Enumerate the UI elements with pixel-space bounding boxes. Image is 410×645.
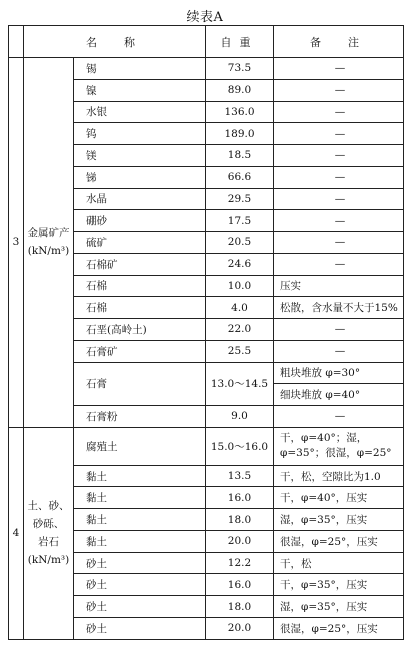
material-weight: 13.0～14.5 (206, 362, 274, 406)
material-note: — (274, 210, 404, 232)
table-row (9, 427, 404, 465)
material-weight: 22.0 (206, 319, 274, 341)
table-body (9, 58, 404, 640)
material-name: 石棉 (74, 297, 206, 319)
material-name: 镍 (74, 79, 206, 101)
material-name: 锑 (74, 166, 206, 188)
category-line: 砂砾、 (32, 518, 65, 531)
material-weight: 29.5 (206, 188, 274, 210)
header-row (9, 26, 404, 58)
header-name: 名 称 (24, 26, 206, 58)
material-note: — (274, 123, 404, 145)
material-weight: 89.0 (206, 79, 274, 101)
material-note: 压实 (274, 275, 404, 297)
material-name: 黏土 (74, 509, 206, 531)
category-line: (kN/m³) (27, 554, 70, 567)
material-note: — (274, 166, 404, 188)
material-note: — (274, 145, 404, 167)
material-note: — (274, 340, 404, 362)
material-name: 黏土 (74, 530, 206, 552)
material-note: — (274, 188, 404, 210)
category-line: 金属矿产 (27, 227, 70, 240)
material-note: 很湿，φ=25°，压实 (274, 617, 404, 639)
header-blank (9, 26, 24, 58)
material-note: 干，松，空隙比为1.0 (274, 465, 404, 487)
material-note: — (274, 253, 404, 275)
header-weight: 自重 (206, 26, 274, 58)
material-note: — (274, 101, 404, 123)
material-note: — (274, 232, 404, 254)
material-name: 石垩(高岭土) (74, 319, 206, 341)
category-line: 土、砂、 (27, 500, 70, 513)
material-note: 松散，含水量不大于15% (274, 297, 404, 319)
material-weight: 66.6 (206, 166, 274, 188)
material-name: 硼砂 (74, 210, 206, 232)
material-weight: 4.0 (206, 297, 274, 319)
material-name: 黏土 (74, 465, 206, 487)
material-weight: 18.5 (206, 145, 274, 167)
table-title: 续表A (186, 10, 224, 25)
material-note: 很湿，φ=25°，压实 (274, 530, 404, 552)
group-category (24, 58, 74, 428)
material-name: 砂土 (74, 617, 206, 639)
header-note: 备 注 (274, 26, 404, 58)
material-note: — (274, 319, 404, 341)
material-note: 干，φ=40°；湿，φ=35°；很湿，φ=25° (274, 427, 404, 465)
material-weight: 9.0 (206, 406, 274, 428)
material-weight: 16.0 (206, 574, 274, 596)
material-name: 硫矿 (74, 232, 206, 254)
material-name: 石膏 (74, 362, 206, 406)
material-weight: 10.0 (206, 275, 274, 297)
material-weight: 12.2 (206, 552, 274, 574)
material-weight-table (8, 25, 404, 640)
material-name: 砂土 (74, 574, 206, 596)
group-category (24, 427, 74, 639)
material-note: 干，松 (274, 552, 404, 574)
material-name: 镁 (74, 145, 206, 167)
material-name: 砂土 (74, 552, 206, 574)
material-weight: 20.0 (206, 530, 274, 552)
material-weight: 20.5 (206, 232, 274, 254)
material-weight: 16.0 (206, 487, 274, 509)
material-weight: 24.6 (206, 253, 274, 275)
material-name: 腐殖土 (74, 427, 206, 465)
material-note: 干，φ=40°，压实 (274, 487, 404, 509)
material-name: 黏土 (74, 487, 206, 509)
material-note: — (274, 58, 404, 80)
material-name: 钨 (74, 123, 206, 145)
material-name: 石膏矿 (74, 340, 206, 362)
table-row (9, 58, 404, 80)
group-number: 4 (9, 427, 24, 639)
material-weight: 189.0 (206, 123, 274, 145)
material-name: 水银 (74, 101, 206, 123)
material-weight: 15.0～16.0 (206, 427, 274, 465)
material-weight: 25.5 (206, 340, 274, 362)
category-line: (kN/m³) (27, 245, 70, 258)
material-note: 粗块堆放 φ=30° (274, 362, 404, 384)
material-note: 细块堆放 φ=40° (274, 384, 404, 406)
group-number: 3 (9, 58, 24, 428)
material-weight: 18.0 (206, 596, 274, 618)
material-weight: 17.5 (206, 210, 274, 232)
material-weight: 18.0 (206, 509, 274, 531)
material-weight: 13.5 (206, 465, 274, 487)
material-weight: 20.0 (206, 617, 274, 639)
material-name: 石膏粉 (74, 406, 206, 428)
material-note: 干，φ=35°，压实 (274, 574, 404, 596)
material-name: 水晶 (74, 188, 206, 210)
material-note: 湿，φ=35°，压实 (274, 509, 404, 531)
material-weight: 73.5 (206, 58, 274, 80)
material-note: — (274, 406, 404, 428)
material-name: 锡 (74, 58, 206, 80)
material-note: — (274, 79, 404, 101)
material-note: 湿，φ=35°，压实 (274, 596, 404, 618)
material-weight: 136.0 (206, 101, 274, 123)
material-name: 石棉 (74, 275, 206, 297)
material-name: 砂土 (74, 596, 206, 618)
material-name: 石棉矿 (74, 253, 206, 275)
category-line: 岩石 (38, 536, 59, 549)
